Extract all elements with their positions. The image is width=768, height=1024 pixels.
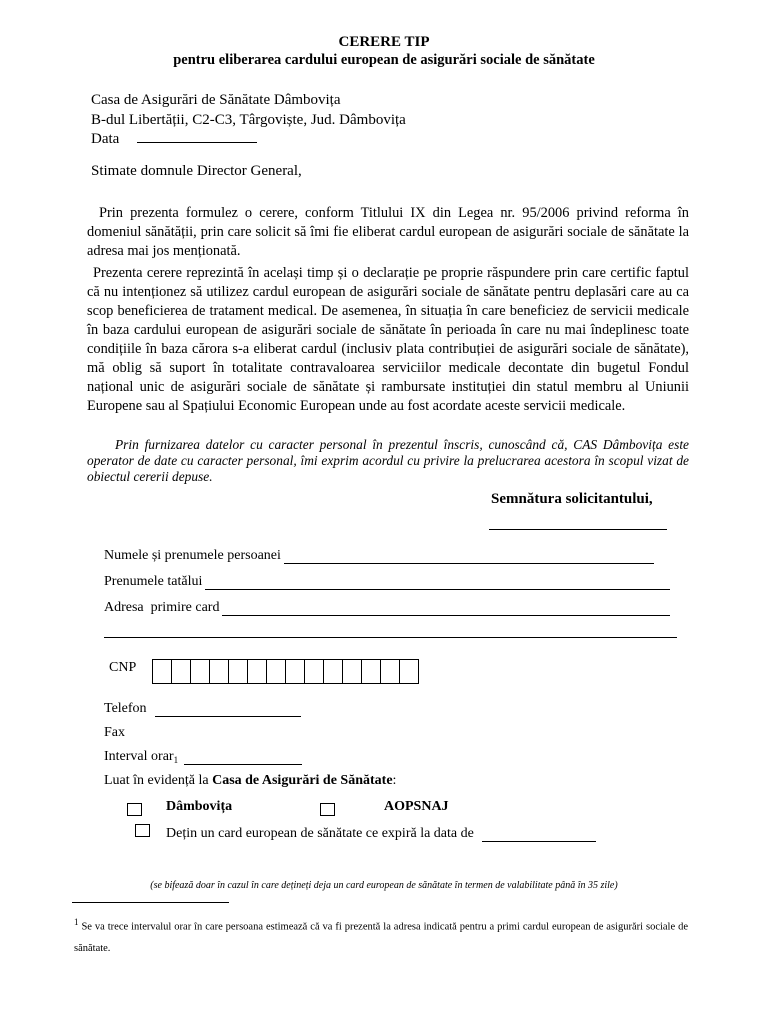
cnp-boxes xyxy=(153,659,419,684)
cnp-digit-box[interactable] xyxy=(380,659,400,684)
cnp-digit-box[interactable] xyxy=(247,659,267,684)
father-field xyxy=(104,574,670,590)
expiry-date-blank[interactable] xyxy=(482,829,596,842)
interval-blank[interactable] xyxy=(184,752,302,765)
signature-label: Semnătura solicitantului, xyxy=(491,491,653,507)
checkbox-aopsnaj[interactable] xyxy=(320,803,335,816)
addressee-institution: Casa de Asigurări de Sănătate Dâmbovița xyxy=(91,92,341,108)
name-blank[interactable] xyxy=(284,551,654,564)
paragraph-declaration: Prezenta cerere reprezintă în același timp și o declarație pe proprie răspundere prin care certific faptul că nu intenționez să utilizez cardul european de asigurări sociale de sănătate pentru deplasări care au ca scop beneficierea de tratament medical. De asemenea, în situația în care beneficiez de servicii medicale în baza cardului european de asigurări sociale de sănătate în perioada în care nu mai îndeplinesc toate condițiile în baza cărora s-a eliberat cardul (inclusiv plata contribuției de asigurări sociale de sănătate), mă oblig să suport în totalitate contravaloarea serviciilor medicale decontate din bugetul Fondul național unic de asigurări sociale de sănătate și rambursate instituției din statul membru al Uniunii Europene sau al Spațiului Economic European unde au fost acordate aceste servicii medicale. xyxy=(87,265,689,414)
addressee-address: B-dul Libertății, C2-C3, Târgoviște, Jud. Dâmbovița xyxy=(91,112,406,128)
date-label: Data xyxy=(91,131,120,147)
document-subtitle: pentru eliberarea cardului european de asigurări sociale de sănătate xyxy=(173,52,595,68)
cnp-digit-box[interactable] xyxy=(304,659,324,684)
paragraph-data-consent: Prin furnizarea datelor cu caracter personal în prezentul înscris, cunoscând că, CAS Dâmbovița este operator de date cu caracter personal, îmi exprim acordul cu privire la prelucrarea acestora în scopul vizat de obiectul cererii depuse. xyxy=(87,437,689,484)
footnote-marker: 1 xyxy=(74,917,79,927)
interval-label: Interval orar xyxy=(104,749,174,764)
phone-blank[interactable] xyxy=(155,704,301,717)
option-aopsnaj-label: AOPSNAJ xyxy=(384,799,449,814)
footnote-ref: 1 xyxy=(173,755,179,765)
registration-institution: Casa de Asigurări de Sănătate xyxy=(212,773,393,788)
cnp-digit-box[interactable] xyxy=(399,659,419,684)
document-title: CERERE TIP xyxy=(338,34,430,50)
interval-field xyxy=(104,749,302,765)
phone-label: Telefon xyxy=(104,701,147,716)
paragraph-request: Prin prezenta formulez o cerere, conform Titlului IX din Legea nr. 95/2006 privind reforma în domeniul sănătății, prin care solicit să îmi fie eliberat cardul european de asigurări sociale de sănătate la adresa mai jos menționată. xyxy=(87,205,689,259)
registration-prefix: Luat în evidență la xyxy=(104,773,213,788)
name-field xyxy=(104,548,654,564)
fax-field xyxy=(104,725,125,741)
signature-blank[interactable] xyxy=(489,529,667,530)
fax-label: Fax xyxy=(104,725,125,740)
address-blank-continued[interactable] xyxy=(104,637,677,638)
greeting: Stimate domnule Director General, xyxy=(91,163,302,179)
address-label: Adresa primire card xyxy=(104,600,220,615)
cnp-digit-box[interactable] xyxy=(342,659,362,684)
footnote xyxy=(74,912,688,959)
existing-card-label: Dețin un card european de sănătate ce expiră la data de xyxy=(166,826,474,841)
cnp-digit-box[interactable] xyxy=(285,659,305,684)
cnp-digit-box[interactable] xyxy=(171,659,191,684)
father-label: Prenumele tatălui xyxy=(104,574,203,589)
footnote-divider xyxy=(72,902,229,903)
cnp-label: CNP xyxy=(109,660,137,675)
father-blank[interactable] xyxy=(205,577,670,590)
registration-row xyxy=(104,773,396,789)
cnp-digit-box[interactable] xyxy=(228,659,248,684)
checkbox-existing-card[interactable] xyxy=(135,824,150,837)
cnp-digit-box[interactable] xyxy=(361,659,381,684)
date-blank[interactable] xyxy=(137,130,257,143)
phone-field xyxy=(104,701,301,717)
cnp-digit-box[interactable] xyxy=(152,659,172,684)
cnp-digit-box[interactable] xyxy=(323,659,343,684)
name-label: Numele și prenumele persoanei xyxy=(104,548,281,563)
date-row xyxy=(91,129,257,149)
registration-suffix: : xyxy=(392,773,397,788)
cnp-digit-box[interactable] xyxy=(266,659,286,684)
cnp-digit-box[interactable] xyxy=(209,659,229,684)
checkbox-note: (se bifează doar în cazul în care dețineți deja un card european de sănătate în termen de valabilitate până în 35 zile) xyxy=(150,880,618,891)
existing-card-field xyxy=(166,826,596,842)
option-dambovita-label: Dâmbovița xyxy=(166,799,233,814)
checkbox-dambovita[interactable] xyxy=(127,803,142,816)
cnp-digit-box[interactable] xyxy=(190,659,210,684)
footnote-text: Se va trece intervalul orar în care persoana estimează că va fi prezentă la adresa indicată pentru a primi cardul european de asigurări sociale de sănătate. xyxy=(74,921,688,954)
address-blank[interactable] xyxy=(222,603,670,616)
address-field xyxy=(104,600,670,616)
